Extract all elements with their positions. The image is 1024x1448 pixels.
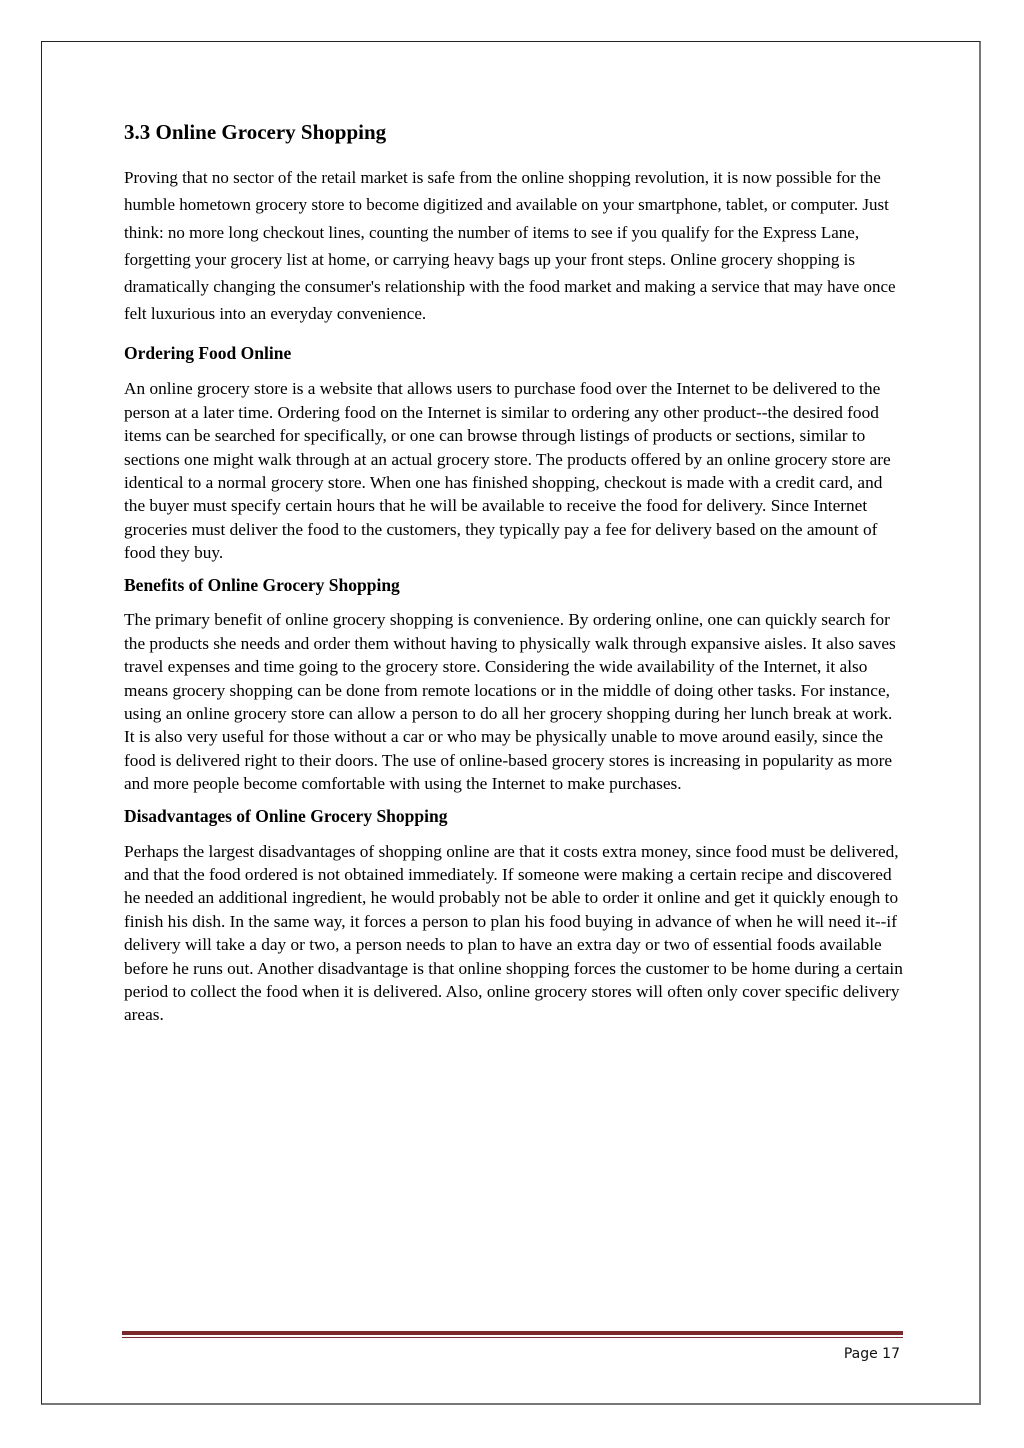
intro-paragraph: Proving that no sector of the retail market is safe from the online shopping revolution, it is now possible for the humble hometown grocery store to become digitized and available on your smartphone, tablet, or computer. Just think: no more long checkout lines, counting the number of items to see if you qualify for the Express Lane, forgetting your grocery list at home, or carrying heavy bags up your front steps. Online grocery shopping is dramatically changing the consumer's relationship with the food market and making a service that may have once felt luxurious into an everyday convenience.	[124, 168, 896, 324]
footer-rule-thick	[122, 1331, 903, 1335]
page-content	[124, 120, 904, 1037]
footer-rule-thin	[122, 1337, 903, 1338]
subheading-benefits: Benefits of Online Grocery Shopping	[124, 574, 400, 595]
subheading-ordering-food-online: Ordering Food Online	[124, 343, 292, 364]
subheading-disadvantages: Disadvantages of Online Grocery Shopping	[124, 805, 448, 826]
paragraph-benefits: The primary benefit of online grocery shopping is convenience. By ordering online, one can quickly search for the products she needs and order them without having to physically walk through expansive aisles. It also saves travel expenses and time going to the grocery store. Considering the wide availability of the Internet, it also means grocery shopping can be done from remote locations or in the middle of doing other tasks. For instance, using an online grocery store can allow a person to do all her grocery shopping during her lunch break at work. It is also very useful for those without a car or who may be physically unable to move around easily, since the food is delivered right to their doors. The use of online-based grocery stores is increasing in popularity as more and more people become comfortable with using the Internet to make purchases.	[124, 610, 896, 794]
footer-rule	[122, 1331, 903, 1338]
paragraph-ordering-food-online: An online grocery store is a website that allows users to purchase food over the Internet to be delivered to the person at a later time. Ordering food on the Internet is similar to ordering any other product--the desired food items can be searched for specifically, or one can browse through listings of products or sections, similar to sections one might walk through at an actual grocery store. The products offered by an online grocery store are identical to a normal grocery store. When one has finished shopping, checkout is made with a credit card, and the buyer must specify certain hours that he will be available to receive the food for delivery. Since Internet groceries must deliver the food to the customers, they typically pay a fee for delivery based on the amount of food they buy.	[124, 379, 891, 563]
paragraph-disadvantages: Perhaps the largest disadvantages of shopping online are that it costs extra money, since food must be delivered, and that the food ordered is not obtained immediately. If someone were making a certain recipe and discovered he needed an additional ingredient, he would probably not be able to order it online and get it quickly enough to finish his dish. In the same way, it forces a person to plan his food buying in advance of when he will need it--if delivery will take a day or two, a person needs to plan to have an extra day or two of essential foods available before he runs out. Another disadvantage is that online shopping forces the customer to be home during a certain period to collect the food when it is delivered. Also, online grocery stores will often only cover specific delivery areas.	[124, 841, 903, 1025]
section-title: 3.3 Online Grocery Shopping	[124, 120, 387, 144]
page-number: Page 17	[843, 1346, 900, 1362]
